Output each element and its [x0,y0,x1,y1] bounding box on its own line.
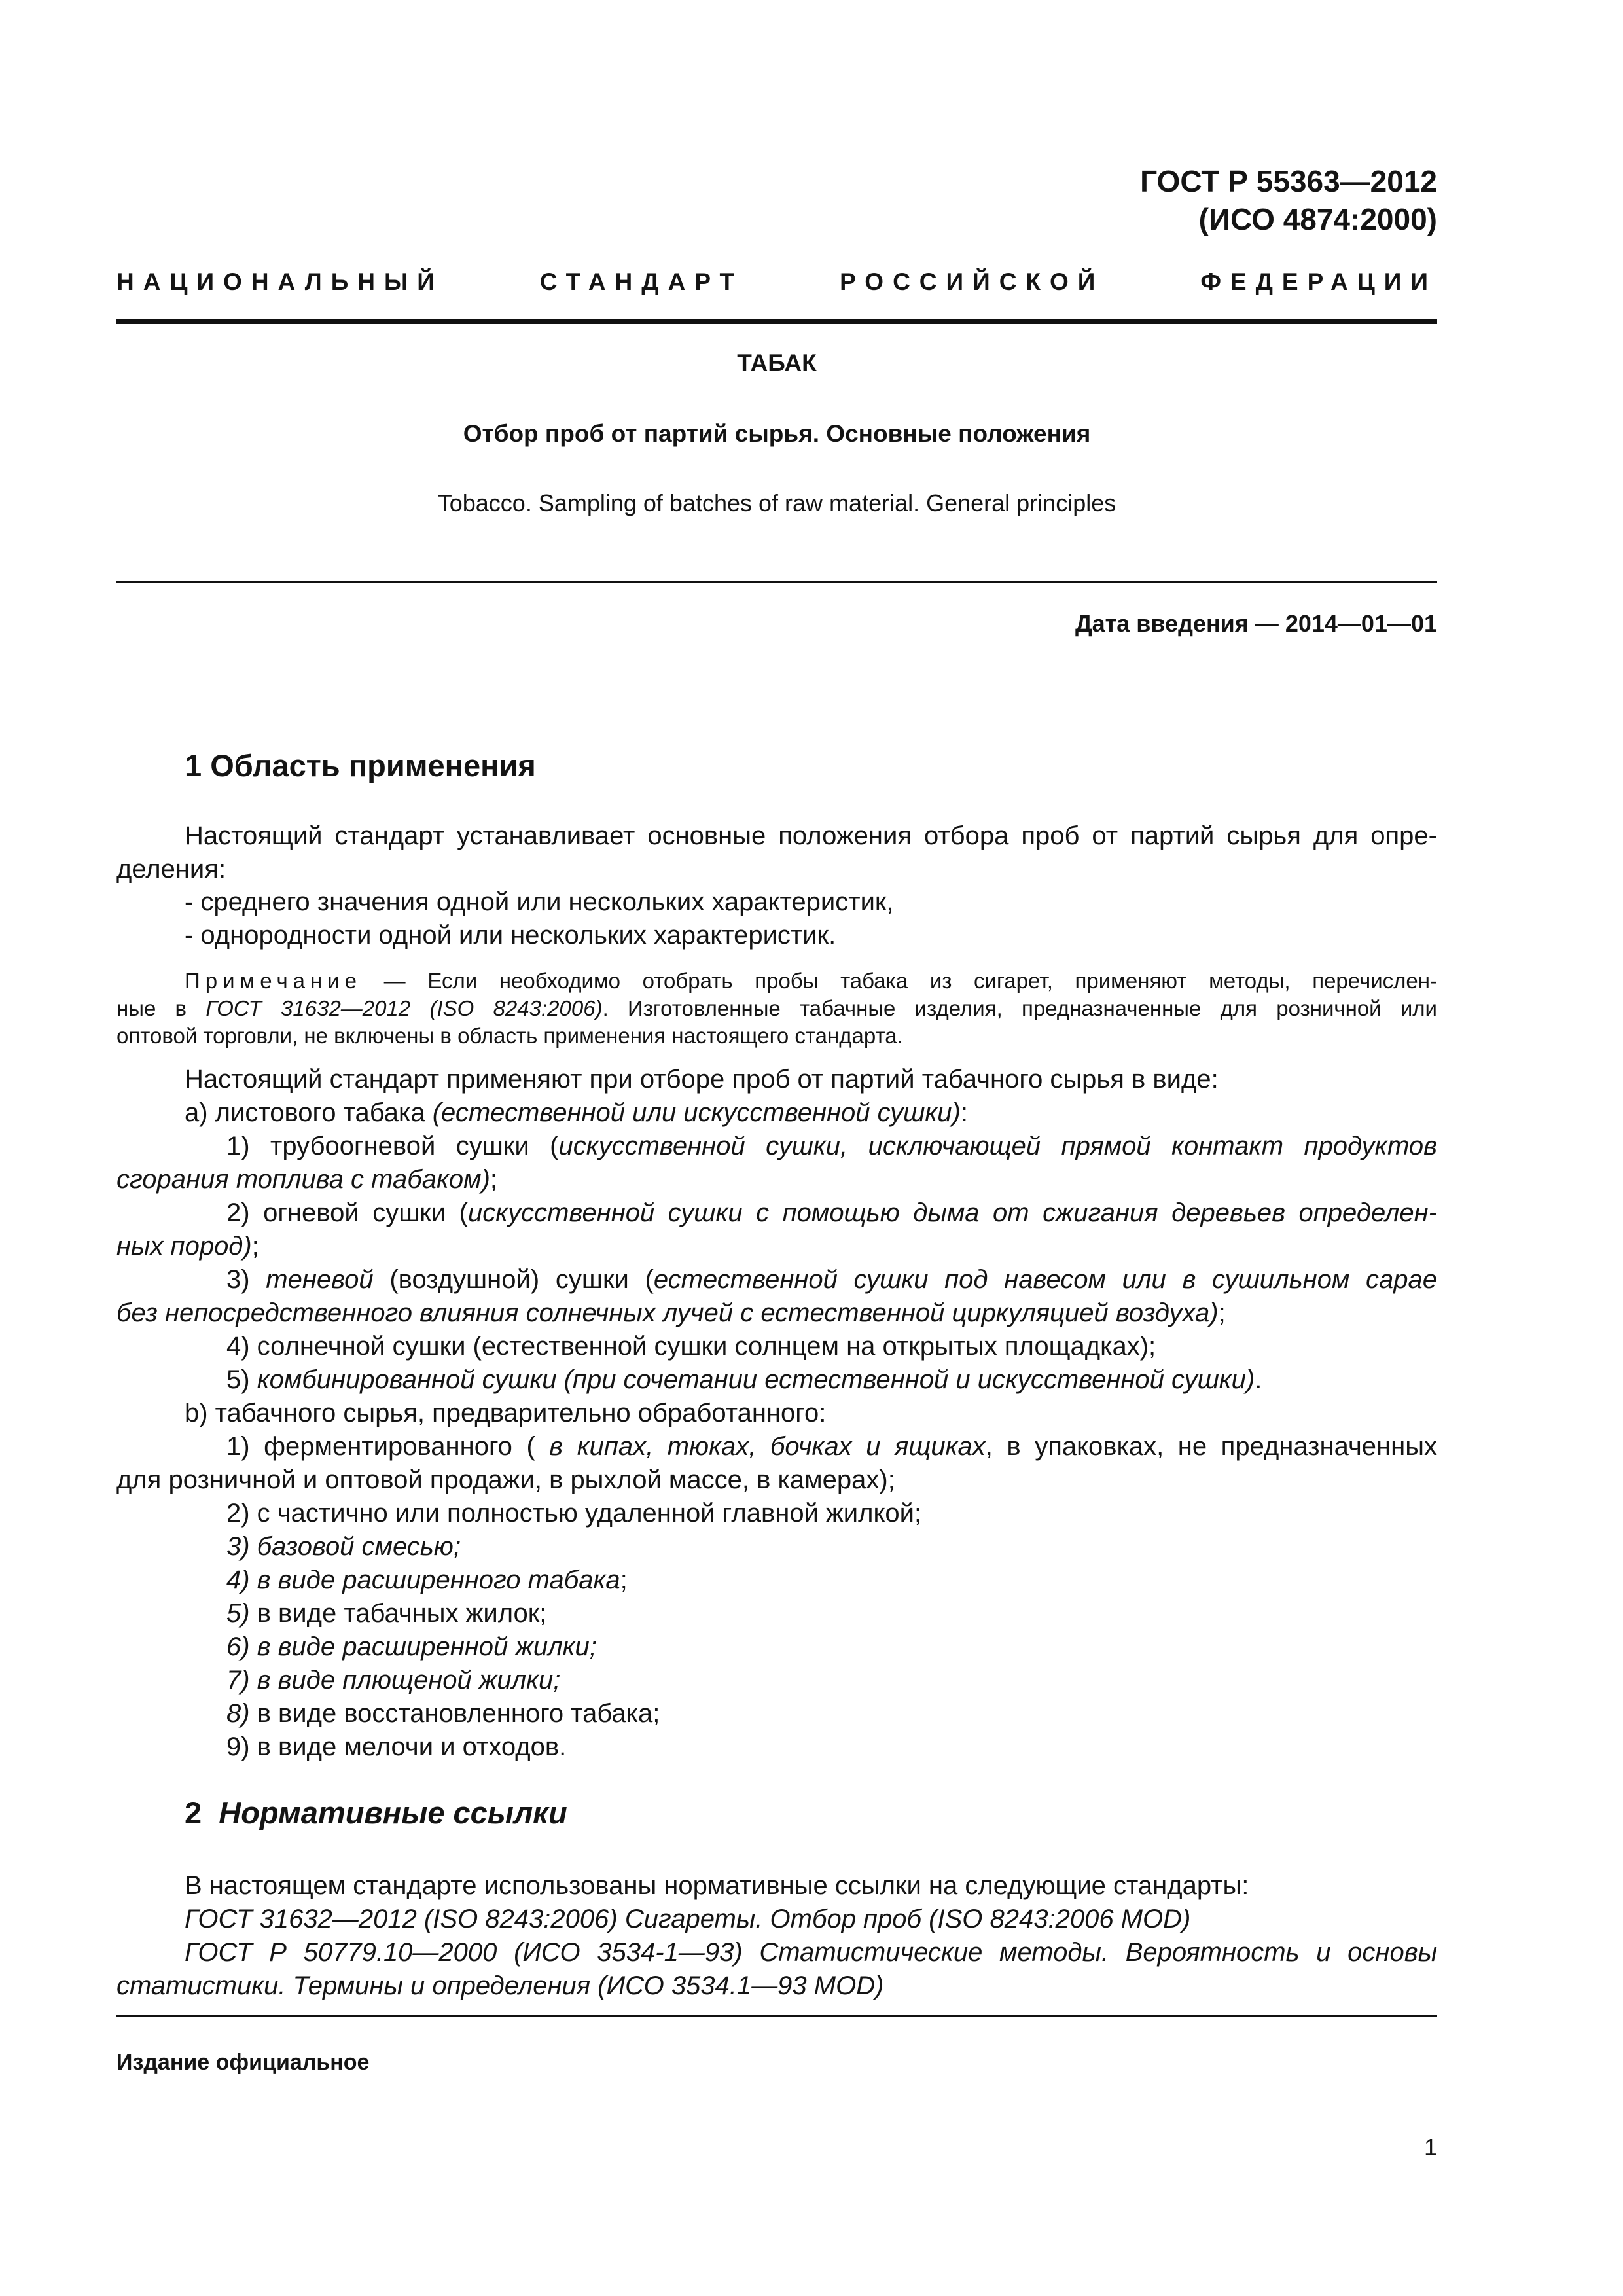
banner-word: СТАНДАРТ [539,268,744,295]
scope-paragraph-line: Настоящий стандарт применяют при отборе проб от партий табачного сырья в виде: [185,1065,1219,1094]
list-item-text: а) листового табака [185,1098,433,1127]
list-item [226,1130,1437,1163]
section-number: 2 [185,1795,202,1830]
list-item-italic: в кипах, тюках, бочках и ящиках [549,1432,986,1461]
list-item-continuation [116,1230,259,1263]
reference-item: ГОСТ 31632—2012 (ISO 8243:2006) Сигареты. Отбор проб (ISO 8243:2006 MOD) [185,1905,1191,1933]
list-item: 2) с частично или полностью удаленной главной жилкой; [226,1499,922,1528]
list-item-text: ; [490,1165,498,1194]
note-line [185,967,1437,995]
list-item-text: (воздушной) сушки ( [373,1265,654,1294]
standard-number-block [1140,162,1437,238]
list-item-text: ; [620,1566,628,1594]
note-line [116,995,1437,1022]
header-thick-rule [116,319,1437,324]
note-reference: ГОСТ 31632—2012 (ISO 8243:2006) [205,996,603,1020]
note-text: ные в [116,996,206,1020]
list-item: - однородности одной или нескольких характеристик. [185,921,836,950]
list-item-text: ; [1218,1299,1226,1327]
references-intro: В настоящем стандарте использованы нормативные ссылки на следующие стандарты: [185,1871,1249,1900]
banner-word: ФЕДЕРАЦИИ [1200,268,1437,295]
list-item-text: в виде табачных жилок; [249,1599,547,1628]
standard-number: ГОСТ Р 55363—2012 [1140,164,1437,198]
list-item-continuation [116,1297,1226,1330]
list-item-italic: 8) [226,1699,250,1728]
list-item-italic: сгорания топлива с табаком) [116,1165,490,1194]
list-item [226,1597,546,1630]
section-1-heading: 1 Область применения [185,748,536,783]
document-title: ТАБАК [737,350,817,376]
list-item: - среднего значения одной или нескольких характеристик, [185,888,894,916]
introduction-date: Дата введения — 2014—01—01 [1075,610,1437,637]
scope-paragraph-line: Настоящий стандарт устанавливает основные положения отбора проб от партий сырья для опре- [185,821,1437,850]
note-line: оптовой торговли, не включены в область применения настоящего стандарта. [116,1024,903,1048]
list-item-italic: комбинированной сушки (при сочетании естественной и искусственной сушки) [257,1365,1255,1394]
list-item-italic: ных пород) [116,1232,252,1261]
reference-item: ГОСТ Р 50779.10—2000 (ИСО 3534-1—93) Статистические методы. Вероятность и основы [185,1938,1437,1967]
banner-word: НАЦИОНАЛЬНЫЙ [116,268,444,295]
list-item-text: . [1255,1365,1262,1394]
page-number: 1 [1423,2134,1437,2161]
section-2-heading [185,1795,567,1831]
list-item [185,1096,968,1130]
list-item: 6) в виде расширенной жилки; [226,1632,597,1661]
document-subtitle: Отбор проб от партий сырья. Основные положения [463,420,1091,447]
list-item-italic: искусственной сушки с помощью дыма от сжигания деревьев определен- [467,1198,1437,1227]
list-item: 4) солнечной сушки (естественной сушки солнцем на открытых площадках); [226,1332,1156,1361]
list-item-continuation: для розничной и оптовой продажи, в рыхлой массе, в камерах); [116,1465,895,1494]
list-item: 9) в виде мелочи и отходов. [226,1732,567,1761]
note-text: — Если необходимо отобрать пробы табака из сигарет, применяют методы, перечислен- [362,969,1437,993]
list-item-italic: теневой [266,1265,374,1294]
reference-item-continuation: статистики. Термины и определения (ИСО 3534.1—93 MOD) [116,1971,884,2000]
list-item [226,1697,660,1731]
footer-rule [116,2015,1437,2017]
list-item-text: в виде восстановленного табака; [249,1699,660,1728]
note-label: Примечание [185,969,363,993]
list-item-text: 5) [226,1365,257,1394]
list-item-text: 1) трубоогневой сушки ( [226,1132,559,1160]
list-item: b) табачного сырья, предварительно обработанного: [185,1399,827,1427]
list-item [226,1263,1437,1297]
list-item-italic: 5) [226,1599,250,1628]
list-item-text: 1) ферментированного ( [226,1432,550,1461]
national-standard-banner [116,268,1437,296]
scope-paragraph-line: деления: [116,855,226,884]
list-item [226,1363,1262,1397]
list-item-text: ; [251,1232,259,1261]
list-item-text: 3) [226,1265,266,1294]
banner-word: РОССИЙСКОЙ [840,268,1105,295]
list-item: 7) в виде плющеной жилки; [226,1666,561,1695]
list-item [226,1430,1437,1463]
list-item-italic: искусственной сушки, исключающей прямой контакт продуктов [558,1132,1437,1160]
list-item-text: , в упаковках, не предназначенных [985,1432,1437,1461]
list-item [226,1196,1437,1230]
list-item-continuation [116,1163,497,1196]
list-item-italic: естественной сушки под навесом или в сушильном сарае [653,1265,1438,1294]
list-item-text: : [960,1098,968,1127]
list-item-italic: (естественной или искусственной сушки) [432,1098,961,1127]
list-item-italic: без непосредственного влияния солнечных лучей с естественной циркуляцией воздуха) [116,1299,1219,1327]
list-item [226,1564,628,1597]
title-rule [116,581,1437,583]
list-item-italic: 4) в виде расширенного табака [226,1566,620,1594]
list-item: 3) базовой смесью; [226,1532,461,1561]
list-item-text: 2) огневой сушки ( [226,1198,468,1227]
section-title: Нормативные ссылки [219,1795,567,1830]
edition-label: Издание официальное [116,2050,370,2075]
document-english-title: Tobacco. Sampling of batches of raw material. General principles [437,490,1116,516]
iso-equivalent: (ИСО 4874:2000) [1198,202,1437,236]
note-text: . Изготовленные табачные изделия, предназначенные для розничной или [602,996,1437,1020]
